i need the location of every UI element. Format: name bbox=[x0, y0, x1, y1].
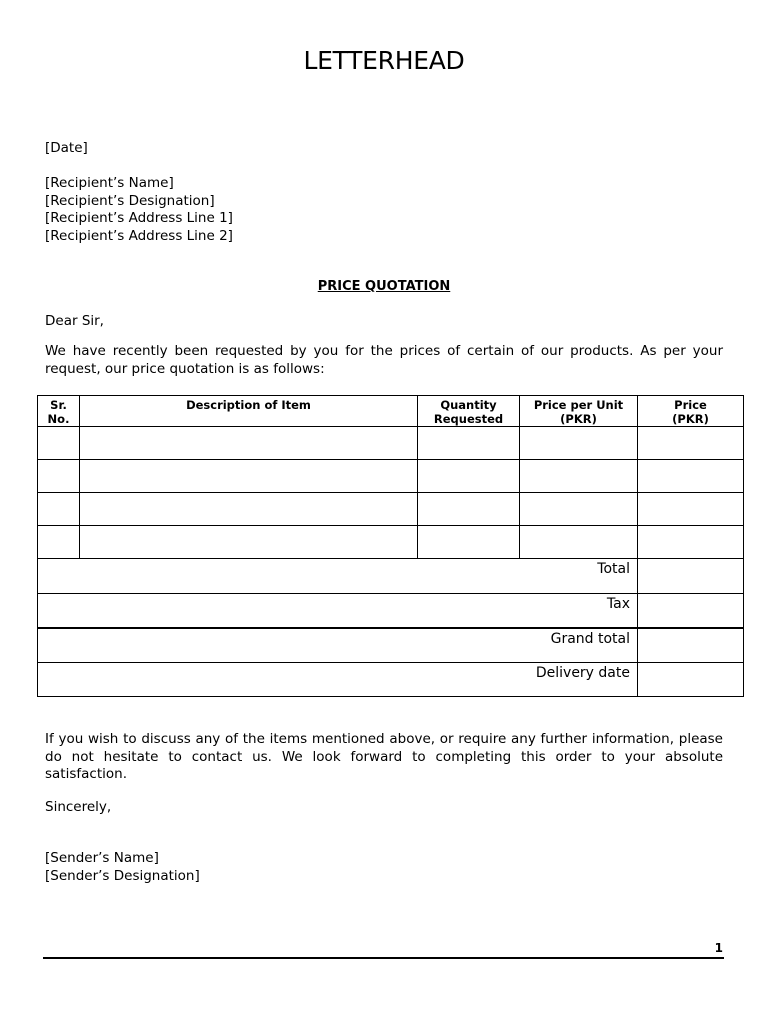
recipient-address-line2: [Recipient’s Address Line 2] bbox=[45, 227, 233, 244]
closing-paragraph: If you wish to discuss any of the items mentioned above, or require any further information, please do not hesitate to contact us. We look forward to completing this order to your absolute satisfaction. bbox=[45, 731, 723, 782]
header-price: Price (PKR) bbox=[638, 396, 744, 427]
date-placeholder: [Date] bbox=[45, 140, 88, 156]
page-number: 1 bbox=[714, 941, 723, 955]
table-row bbox=[38, 427, 744, 460]
table-cell bbox=[520, 460, 638, 493]
table-cell bbox=[418, 427, 520, 460]
header-sr-no: Sr. No. bbox=[38, 396, 80, 427]
delivery-date-label: Delivery date bbox=[38, 662, 638, 696]
table-cell bbox=[38, 427, 80, 460]
tax-row bbox=[38, 593, 744, 628]
table-cell bbox=[38, 526, 80, 559]
sender-block bbox=[45, 850, 723, 885]
total-label: Total bbox=[38, 559, 638, 593]
table-row bbox=[38, 526, 744, 559]
table-cell bbox=[38, 460, 80, 493]
intro-paragraph: We have recently been requested by you for the prices of certain of our products. As per your request, our price quotation is as follows: bbox=[45, 343, 723, 377]
salutation: Dear Sir, bbox=[45, 313, 104, 329]
table-cell bbox=[418, 493, 520, 526]
header-quantity: Quantity Requested bbox=[418, 396, 520, 427]
grand-total-value-cell bbox=[638, 628, 744, 663]
table-cell bbox=[638, 493, 744, 526]
table-cell bbox=[638, 460, 744, 493]
total-value-cell bbox=[638, 559, 744, 593]
table-cell bbox=[80, 427, 418, 460]
quotation-table bbox=[37, 395, 744, 697]
table-cell bbox=[80, 460, 418, 493]
table-header-row bbox=[38, 396, 744, 427]
table-cell bbox=[520, 526, 638, 559]
grand-total-label: Grand total bbox=[38, 628, 638, 663]
table-row bbox=[38, 460, 744, 493]
table-cell bbox=[80, 526, 418, 559]
letterhead-title: LETTERHEAD bbox=[303, 46, 465, 75]
recipient-name: [Recipient’s Name] bbox=[45, 175, 174, 191]
tax-label: Tax bbox=[38, 593, 638, 628]
table-cell bbox=[638, 526, 744, 559]
tax-value-cell bbox=[638, 593, 744, 628]
sender-designation: [Sender’s Designation] bbox=[45, 867, 200, 884]
header-unit-price: Price per Unit (PKR) bbox=[520, 396, 638, 427]
recipient-block bbox=[45, 175, 723, 245]
table-cell bbox=[418, 526, 520, 559]
delivery-date-value-cell bbox=[638, 662, 744, 696]
delivery-date-row bbox=[38, 662, 744, 696]
table-cell bbox=[520, 493, 638, 526]
header-description: Description of Item bbox=[80, 396, 418, 427]
grand-total-row bbox=[38, 628, 744, 663]
footer-divider bbox=[43, 957, 724, 959]
table-cell bbox=[520, 427, 638, 460]
sender-name: [Sender’s Name] bbox=[45, 850, 159, 866]
table-row bbox=[38, 493, 744, 526]
recipient-designation: [Recipient’s Designation] bbox=[45, 192, 215, 209]
sign-off: Sincerely, bbox=[45, 799, 112, 815]
table-cell bbox=[638, 427, 744, 460]
table-cell bbox=[38, 493, 80, 526]
table-cell bbox=[418, 460, 520, 493]
subject-heading: PRICE QUOTATION bbox=[317, 279, 451, 294]
total-row bbox=[38, 559, 744, 593]
table-cell bbox=[80, 493, 418, 526]
recipient-address-line1: [Recipient’s Address Line 1] bbox=[45, 210, 233, 226]
